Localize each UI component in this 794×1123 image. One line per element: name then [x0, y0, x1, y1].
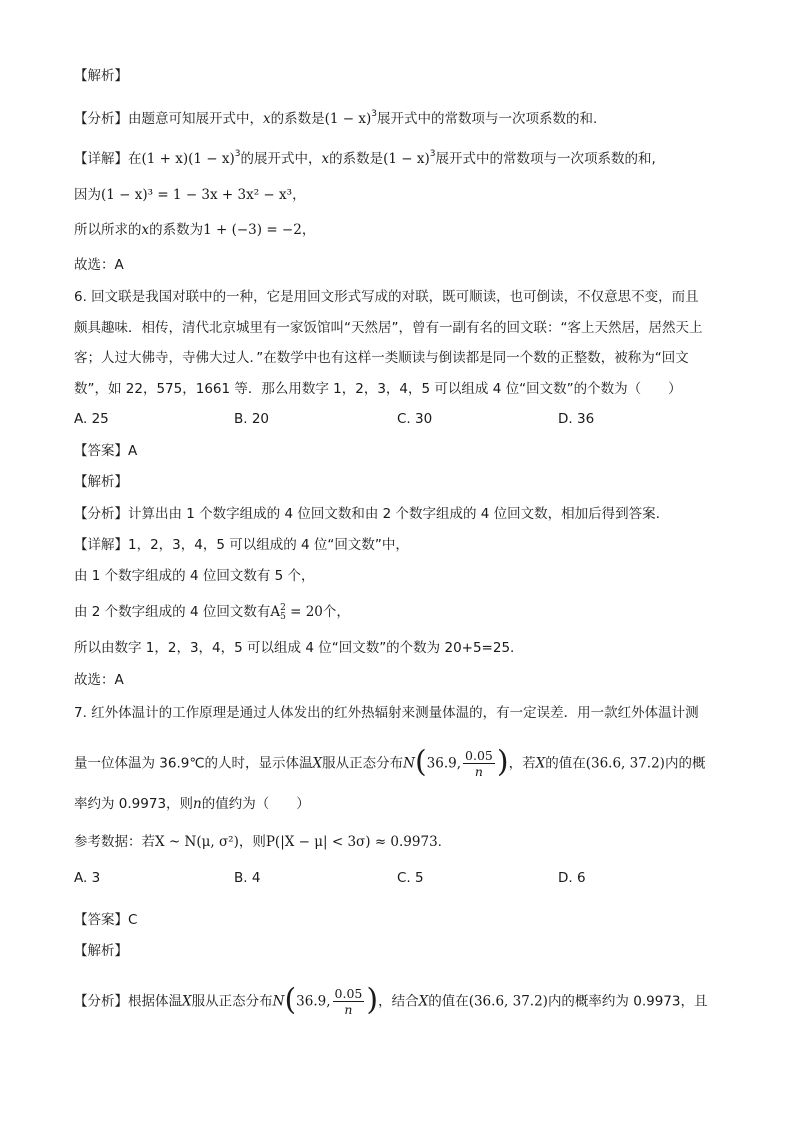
q6-step2: 由 1 个数字组成的 4 位回文数有 5 个，	[74, 568, 315, 584]
q6-xiangjie: 【详解】1，2，3，4，5 可以组成的 4 位“回文数”中，	[74, 537, 409, 553]
q7-fenxi: 【分析】根据体温X服从正态分布N(36.9, $\frac{0.05}{n}$ )，结合X的值在(36.6, 37.2)内的概率约为 0.9973，且	[74, 982, 708, 1018]
q7-line1: 7. 红外体温计的工作原理是通过人体发出的红外热辐射来测量体温的，有一定误差．用一款红外体温计测	[74, 705, 699, 721]
q7-option-c: C. 5	[397, 870, 424, 886]
q7-option-d: D. 6	[558, 870, 586, 886]
sol5-jiexi: 【解析】	[74, 68, 128, 84]
q6-fenxi: 【分析】计算出由 1 个数字组成的 4 位回文数和由 2 个数字组成的 4 位回文数，相加后得到答案.	[74, 506, 660, 522]
fraction: $\frac{0.05}{n}$	[465, 748, 493, 779]
sol5-xiangjie-line: 【详解】在$(1 + x)(1 - x)^3$的展开式中，x的系数是$(1 - x)^3$展开式中的常数项与一次项系数的和,	[74, 149, 656, 167]
fenxi-tag: 【分析】	[74, 111, 128, 127]
q6-option-d: D. 36	[558, 411, 595, 427]
q6-line1: 6. 回文联是我国对联中的一种，它是用回文形式写成的对联，既可顺读，也可倒读，不仅意思不变，而且	[74, 289, 699, 305]
sol5-answer: 故选：A	[74, 257, 124, 273]
q7-line3: 率约为 0.9973，则n的值约为（ ）	[74, 796, 310, 812]
q6-option-b: B. 20	[234, 411, 270, 427]
sol5-coef-line: 所以所求的x的系数为1 + (−3) = −2，	[74, 222, 316, 238]
q7-jiexi: 【解析】	[74, 943, 128, 959]
q7-daan: 【答案】C	[74, 912, 138, 928]
xiangjie-tag: 【详解】	[74, 151, 128, 167]
q6-option-a: A. 25	[74, 411, 109, 427]
sol5-expansion-line: 因为(1 − x)³ = 1 − 3x + 3x² − x³，	[74, 187, 306, 203]
q6-step4: 所以由数字 1，2，3，4，5 可以组成 4 位“回文数”的个数为 20+5=25.	[74, 640, 515, 656]
q6-line4: 数”，如 22，575，1661 等．那么用数字 1，2，3，4，5 可以组成 4 位“回文数”的个数为（ ）	[74, 381, 682, 397]
q7-option-a: A. 3	[74, 870, 101, 886]
q7-reference: 参考数据：若X ~ N(μ, σ²)，则P(|X − μ| < 3σ) ≈ 0.9973.	[74, 834, 442, 850]
q6-option-c: C. 30	[397, 411, 433, 427]
q6-jiexi: 【解析】	[74, 474, 128, 490]
fraction: $\frac{0.05}{n}$	[334, 986, 363, 1017]
q6-line2: 颇具趣味．相传，清代北京城里有一家饭馆叫“天然居”，曾有一副有名的回文联：“客上天然居，居然天上	[74, 320, 703, 336]
q6-line3: 客；人过大佛寺，寺佛大过人．”在数学中也有这样一类顺读与倒读都是同一个数的正整数，被称为“回文	[74, 350, 689, 366]
permutation: A 2 5 = 20	[270, 603, 323, 622]
sol5-fenxi-line: 【分析】由题意可知展开式中，x的系数是$(1 - x)^3$展开式中的常数项与一次项系数的和.	[74, 109, 598, 127]
q7-option-b: B. 4	[234, 870, 261, 886]
q6-step3: 由 2 个数字组成的 4 位回文数有A 2 5 = 20个，	[74, 603, 350, 622]
q6-daan: 【答案】A	[74, 443, 138, 459]
q6-answer: 故选：A	[74, 672, 124, 688]
q7-line2: 量一位体温为 36.9℃的人时，显示体温X服从正态分布N(36.9, $\frac{0.05}{n}$ )，若X的值在(36.6, 37.2)内的概	[74, 744, 706, 780]
